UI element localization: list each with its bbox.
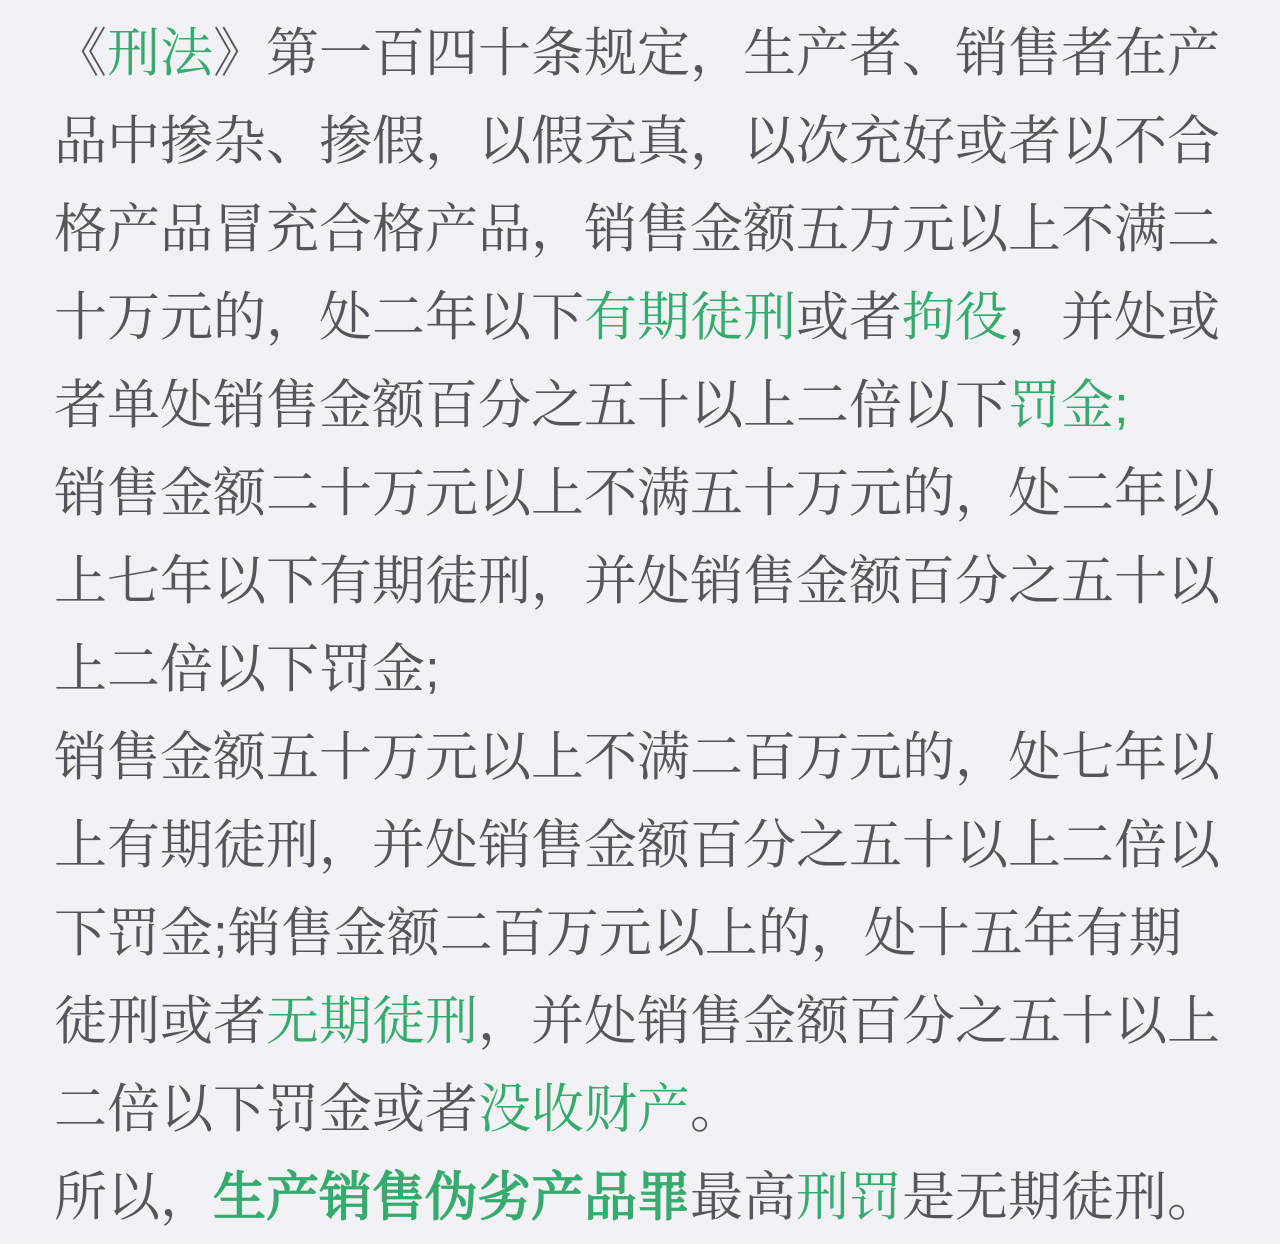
text-segment: 上二倍以下罚金; [54, 640, 440, 699]
text-segment: 》第一百四十条规定，生产者、销售者在产 [213, 24, 1220, 83]
text-segment: 。 [690, 1080, 743, 1139]
text-line [54, 186, 1226, 274]
keyword-link[interactable]: 刑法 [107, 24, 213, 83]
text-segment: 下罚金;销售金额二百万元以上的，处十五年有期 [54, 904, 1182, 963]
text-line [54, 10, 1226, 98]
text-segment: 最高 [690, 1168, 796, 1227]
text-line [54, 1154, 1226, 1242]
text-line [54, 274, 1226, 362]
text-line [54, 626, 1226, 714]
text-segment: 或者 [796, 288, 902, 347]
text-segment: 者单处销售金额百分之五十以上二倍以下 [54, 376, 1008, 435]
text-segment: 上有期徒刑，并处销售金额百分之五十以上二倍以 [54, 816, 1220, 875]
text-segment: 二倍以下罚金或者 [54, 1080, 478, 1139]
keyword-link[interactable]: 有期徒刑 [584, 288, 796, 347]
keyword-link[interactable]: 拘役 [902, 288, 1008, 347]
text-line [54, 802, 1226, 890]
text-segment: ，并处销售金额百分之五十以上 [478, 992, 1220, 1051]
text-line [54, 538, 1226, 626]
keyword-link[interactable]: 没收财产 [478, 1080, 690, 1139]
text-segment: 徒刑或者 [54, 992, 266, 1051]
text-line [54, 890, 1226, 978]
text-segment: 所以， [54, 1168, 213, 1227]
text-segment: 是无期徒刑。 [902, 1168, 1220, 1227]
text-segment: 上七年以下有期徒刑，并处销售金额百分之五十以 [54, 552, 1220, 611]
keyword-link[interactable]: 无期徒刑 [266, 992, 478, 1051]
text-line [54, 98, 1226, 186]
text-segment: ，并处或 [1008, 288, 1220, 347]
text-segment: 《 [54, 24, 107, 83]
text-segment: 销售金额二十万元以上不满五十万元的，处二年以 [54, 464, 1220, 523]
text-segment: 销售金额五十万元以上不满二百万元的，处七年以 [54, 728, 1220, 787]
text-segment: 格产品冒充合格产品，销售金额五万元以上不满二 [54, 200, 1220, 259]
keyword-link[interactable]: 生产销售伪劣产品罪 [213, 1168, 690, 1227]
text-segment: 十万元的，处二年以下 [54, 288, 584, 347]
text-line [54, 714, 1226, 802]
keyword-link[interactable]: 刑罚 [796, 1168, 902, 1227]
text-line [54, 362, 1226, 450]
text-segment: 品中掺杂、掺假，以假充真，以次充好或者以不合 [54, 112, 1220, 171]
text-line [54, 978, 1226, 1066]
text-line [54, 450, 1226, 538]
text-line [54, 1066, 1226, 1154]
keyword-link[interactable]: 罚金; [1008, 376, 1129, 435]
